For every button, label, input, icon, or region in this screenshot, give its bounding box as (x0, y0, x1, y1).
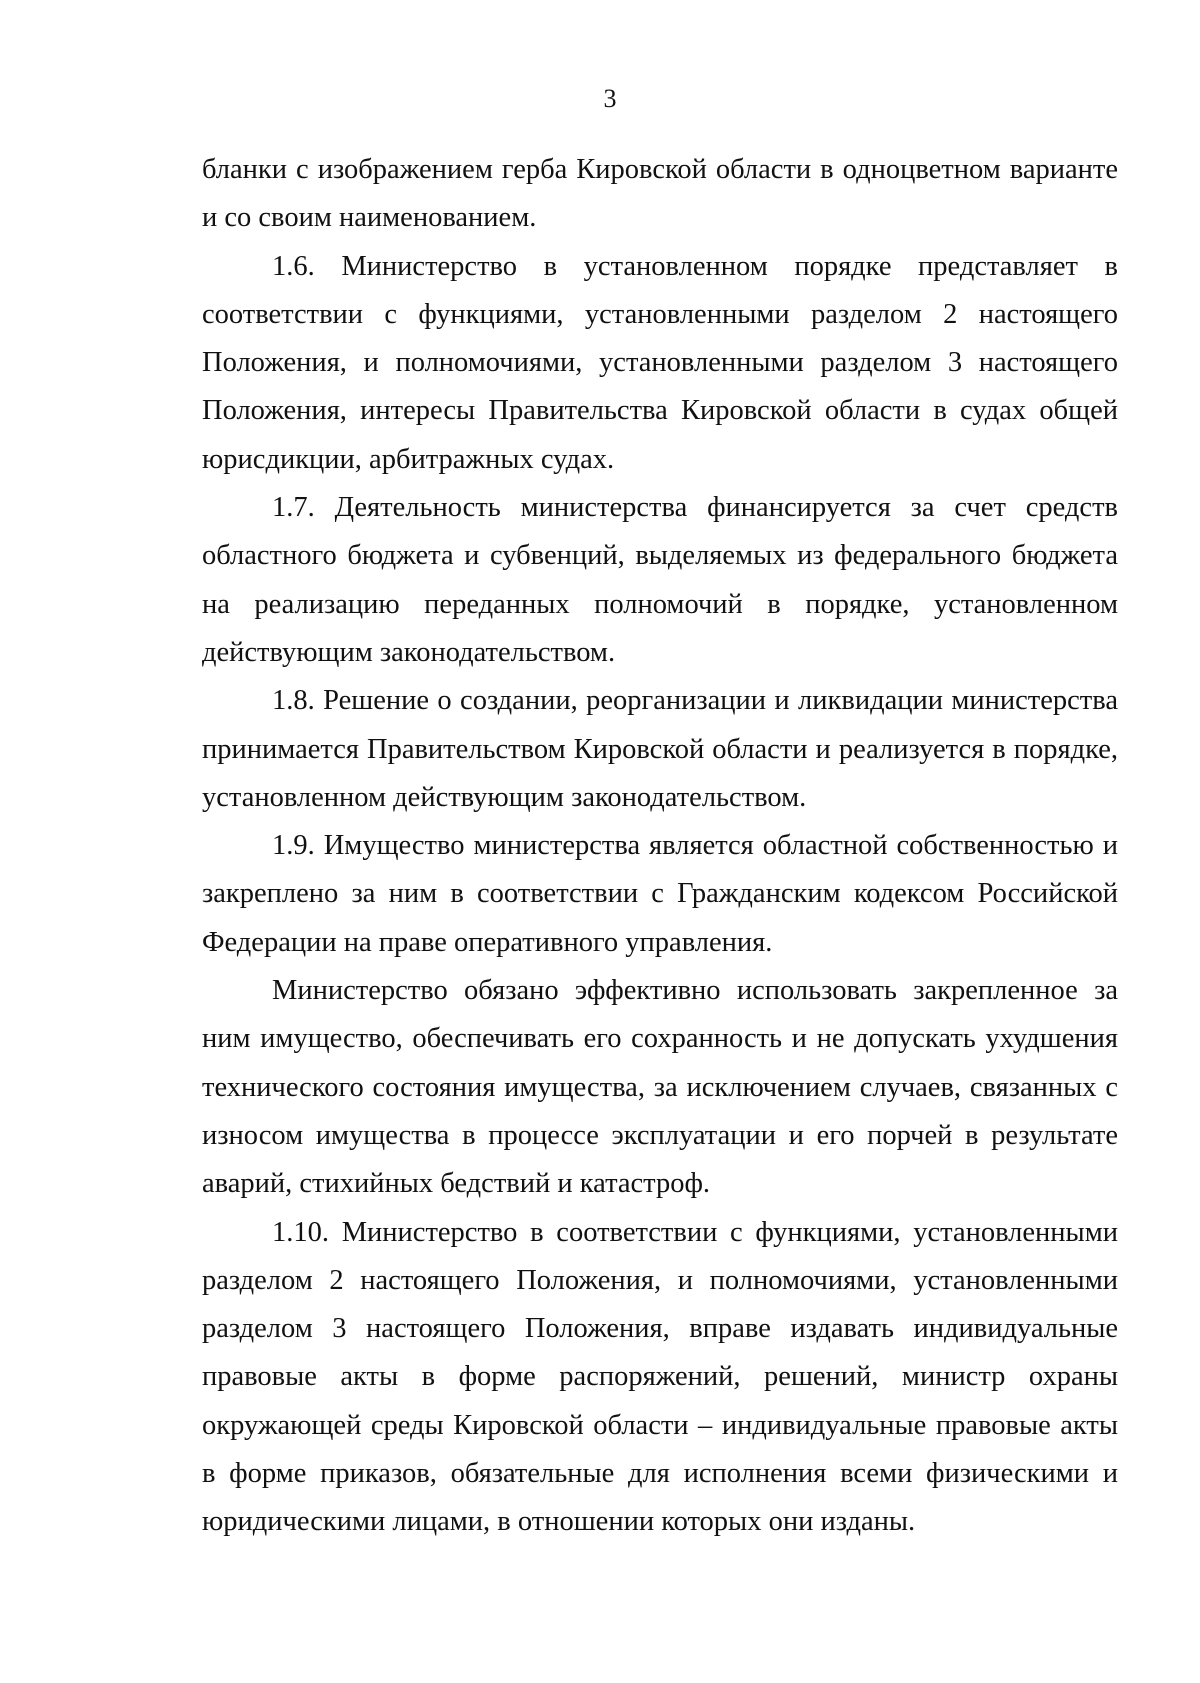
document-body (202, 146, 1118, 1547)
paragraph-continuation: бланки с изображением герба Кировской области в одноцветном варианте и со своим наименованием. (202, 154, 1118, 234)
paragraph-1-6: 1.6. Министерство в установленном порядке представляет в соответствии с функциями, установленными разделом 2 настоящего Положения, и полномочиями, установленными разделом 3 настоящего Положения, интересы Правительства Кировской области в судах общей юрисдикции, арбитражных судах. (202, 250, 1118, 475)
paragraph-1-8: 1.8. Решение о создании, реорганизации и ликвидации министерства принимается Правительством Кировской области и реализуется в порядке, установленном действующим законодательством. (202, 685, 1118, 813)
paragraph-1-10: 1.10. Министерство в соответствии с функциями, установленными разделом 2 настоящего Положения, и полномочиями, установленными разделом 3 настоящего Положения, вправе издавать индивидуальные правовые акты в форме распоряжений, решений, министр охраны окружающей среды Кировской области – индивидуальные правовые акты в форме приказов, обязательные для исполнения всеми физическими и юридическими лицами, в отношении которых они изданы. (202, 1216, 1118, 1538)
paragraph-1-7: 1.7. Деятельность министерства финансируется за счет средств областного бюджета и субвенций, выделяемых из федерального бюджета на реализацию переданных полномочий в порядке, установленном действующим законодательством. (202, 492, 1118, 668)
paragraph-1-9: 1.9. Имущество министерства является областной собственностью и закреплено за ним в соответствии с Гражданским кодексом Российской Федерации на праве оперативного управления. (202, 830, 1118, 958)
page-number: 3 (603, 84, 617, 113)
paragraph-1-9-property: Министерство обязано эффективно использовать закрепленное за ним имущество, обеспечивать его сохранность и не допускать ухудшения технического состояния имущества, за исключением случаев, связанных с износом имущества в процессе эксплуатации и его порчей в результате аварий, стихийных бедствий и катастроф. (202, 975, 1118, 1200)
